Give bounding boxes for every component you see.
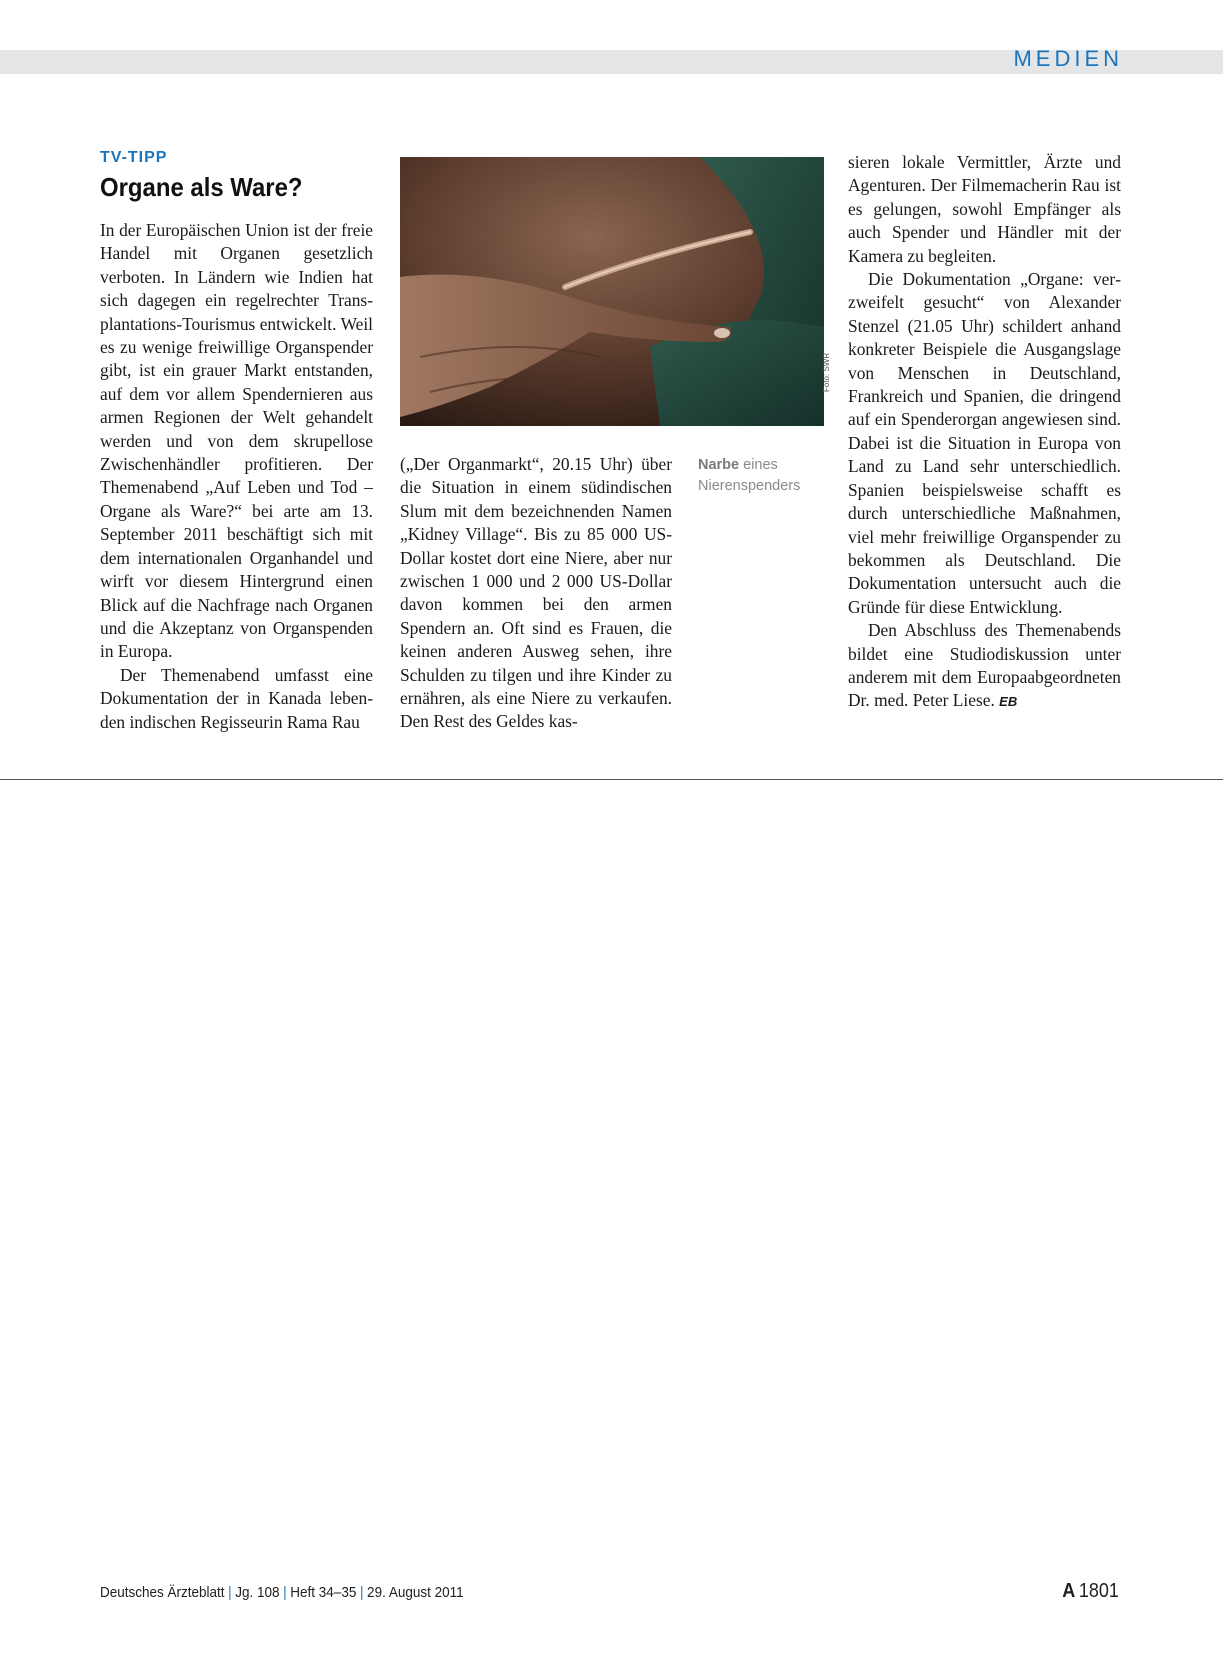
author-signature: EB: [999, 694, 1018, 710]
article-end-rule: [0, 779, 1223, 780]
separator: |: [228, 1584, 232, 1601]
page-value: 1801: [1078, 1580, 1119, 1602]
caption-bold: Narbe: [698, 457, 740, 473]
issue: Heft 34–35: [290, 1584, 357, 1601]
article-column-1: [100, 219, 373, 734]
article-headline: Organe als Ware?: [100, 172, 303, 202]
photo-caption: [698, 455, 826, 497]
article-kicker: TV-TIPP: [100, 149, 168, 166]
page-number: [1062, 1580, 1119, 1603]
page-prefix: A: [1062, 1580, 1076, 1602]
paragraph: Der Themenabend umfasst eine Dokumentation der in Kanada lebenden indischen Regisseurin Rama Rau: [100, 664, 373, 732]
footer-citation: [100, 1584, 464, 1601]
paragraph: Die Dokumentation „Organe: verzweifelt gesucht“ von Alexander Stenzel (21.05 Uhr) schildert anhand konkreter Beispiele die Ausgangslage von Menschen in Deutschland, Frankreich und Spanien, die dringend auf ein Spenderorgan angewiesen sind. Dabei ist die Situation in Europa von Land zu Land sehr unterschiedlich. Spanien beispielsweise schafft es durch unterschiedliche Maßnahmen, viel mehr freiwillige Organspender zu bekommen als Deutschland. Die Dokumentation untersucht auch die Gründe für diese Entwicklung.: [848, 269, 1121, 617]
paragraph-text: Den Abschluss des Themenabends bildet eine Studiodiskussion unter anderem mit dem Europaabgeordneten Dr. med. Peter Liese.: [848, 620, 1121, 711]
article-column-3: [848, 151, 1121, 714]
photo-scar-illustration: [400, 157, 824, 426]
caption-text: eines Nierenspenders: [698, 457, 801, 494]
paragraph: („Der Organmarkt“, 20.15 Uhr) über die Situation in einem südindischen Slum mit dem bezeichnenden Namen „Kidney Village“. Bis zu 85 000 US-Dollar kostet dort eine Niere, aber nur zwischen 1 000 und 2 000 US-Dollar davon kommen bei den armen Spendern an. Oft sind es Frauen, die keinen anderen Ausweg sehen, ihre Schulden zu tilgen und ihre Kinder zu ernähren, als eine Niere zu verkaufen. Den Rest des Geldes kas-: [400, 454, 672, 732]
article-column-2: [400, 453, 672, 734]
paragraph: sieren lokale Vermittler, Ärzte und Agenturen. Der Filmemacherin Rau ist es gelungen, sowohl Empfänger als auch Spender und Händler mit der Kamera zu begleiten.: [848, 152, 1121, 266]
volume: Jg. 108: [235, 1584, 280, 1601]
issue-date: 29. August 2011: [367, 1584, 464, 1601]
paragraph: [848, 619, 1121, 714]
separator: |: [283, 1584, 287, 1601]
separator: |: [359, 1584, 364, 1601]
section-label: MEDIEN: [1013, 46, 1123, 71]
photo-credit: Foto: SWR: [822, 352, 831, 392]
article-photo: [400, 157, 824, 426]
journal-name: Deutsches Ärzteblatt: [100, 1584, 225, 1601]
paragraph: In der Europäischen Union ist der freie Handel mit Organen gesetzlich verboten. In Ländern wie Indien hat sich dagegen ein regelrechter Transplantations-Tourismus entwickelt. Weil es zu wenige freiwillige Organspender gibt, ist ein grauer Markt entstanden, auf dem vor allem Spendernieren aus armen Regionen der Welt gehandelt werden und von dem skrupellose Zwischenhändler profitieren. Der Themenabend „Auf Leben und Tod – Organe als Ware?“ bei arte am 13. September 2011 beschäftigt sich mit dem internationalen Organhandel und wirft vor diesem Hintergrund einen Blick auf die Nachfrage nach Organen und die Akzeptanz von Organspenden in Europa.: [100, 220, 373, 662]
